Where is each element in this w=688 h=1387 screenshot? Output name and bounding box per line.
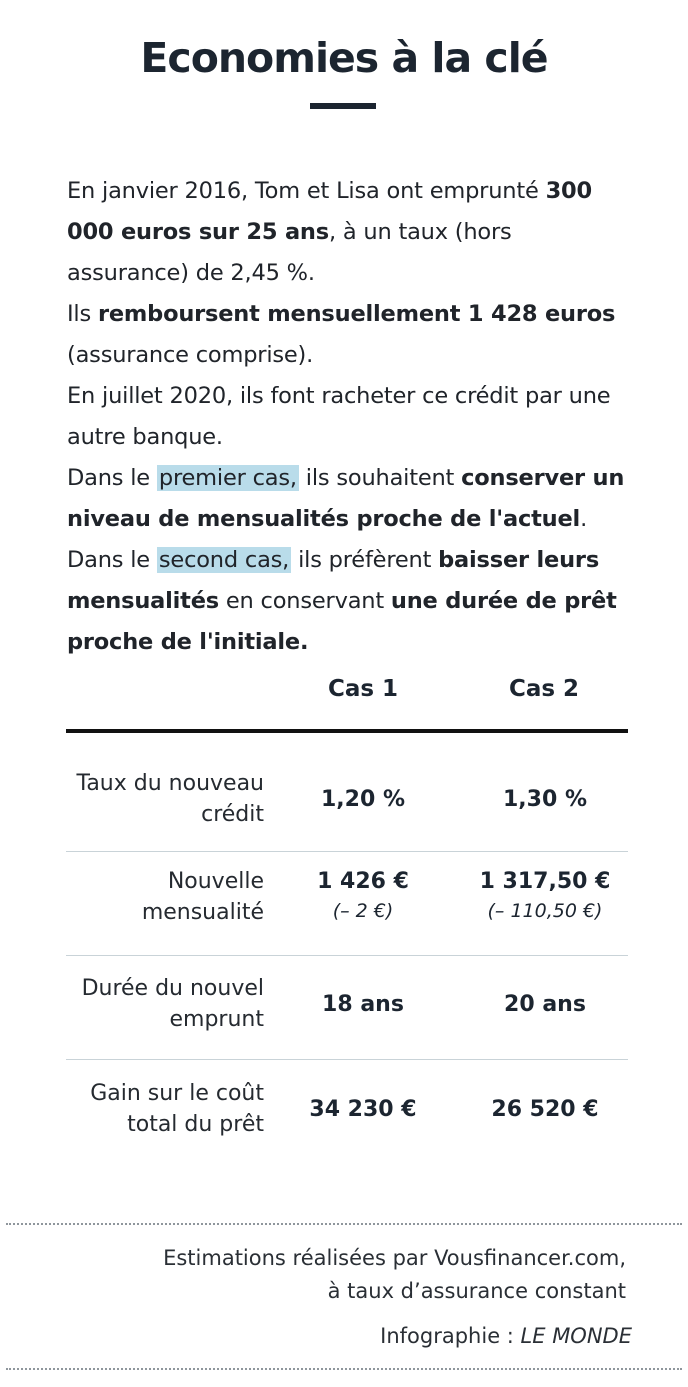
row-value-cas-2: 20 ans	[504, 992, 586, 1017]
credit-prefix: Infographie :	[380, 1324, 521, 1348]
row-value-cas-2: 26 520 €	[491, 1097, 599, 1122]
intro-text: Dans le	[67, 547, 157, 573]
intro-bold: 300 000 euros sur 25 ans	[67, 178, 592, 245]
intro-text: En juillet 2020, ils font racheter ce crédit par une autre banque.	[67, 383, 611, 450]
row-divider	[66, 851, 628, 852]
row-divider	[66, 1059, 628, 1060]
highlight-second-case: second cas,	[158, 547, 290, 573]
monthly-difference: (– 2 €)	[332, 900, 394, 922]
table-header-rule	[66, 729, 628, 733]
row-label	[66, 973, 264, 1035]
row-label-line: Nouvelle	[167, 869, 264, 894]
intro-bold: une durée de prêt proche de l'initiale.	[67, 588, 617, 655]
row-value-cas-1	[288, 866, 438, 925]
row-value-cas-1: 1,20 %	[321, 787, 405, 812]
intro-text: En janvier 2016, Tom et Lisa ont emprunté	[67, 178, 546, 204]
monthly-difference: (– 110,50 €)	[487, 900, 603, 922]
intro-text: ils préfèrent	[291, 547, 439, 573]
title-underline	[310, 103, 376, 109]
row-label-line: total du prêt	[127, 1112, 264, 1137]
row-label-line: crédit	[201, 802, 264, 827]
row-label-line: Taux du nouveau	[76, 771, 264, 796]
credit-source: LE MONDE	[520, 1324, 632, 1348]
intro-text: (assurance comprise).	[67, 342, 314, 368]
row-value-cas-2	[470, 866, 620, 925]
column-header-cas-1: Cas 1	[327, 676, 399, 702]
row-value-cas-2: 1,30 %	[503, 787, 587, 812]
intro-text: .	[580, 506, 588, 532]
highlight-first-case: premier cas,	[158, 465, 297, 491]
footnote-line: Estimations réalisées par Vousfinancer.com,	[163, 1246, 626, 1270]
table-row	[66, 973, 628, 1043]
row-label-line: mensualité	[141, 900, 264, 925]
row-divider	[66, 955, 628, 956]
row-label	[66, 1078, 264, 1140]
row-label-line: Gain sur le coût	[90, 1081, 264, 1106]
table-row	[66, 1078, 628, 1148]
intro-text: Ils	[67, 301, 98, 327]
intro-text: Dans le	[67, 465, 157, 491]
intro-bold: baisser leurs mensualités	[67, 547, 600, 614]
intro-text: ils souhaitent	[298, 465, 462, 491]
page-title: Economies à la clé	[140, 34, 548, 82]
table-row	[66, 768, 628, 838]
source-footnote	[163, 1242, 626, 1308]
row-value-cas-1: 18 ans	[322, 992, 404, 1017]
table-row	[66, 866, 628, 936]
column-header-cas-2: Cas 2	[508, 676, 580, 702]
row-label	[66, 866, 264, 928]
monthly-amount: 1 317,50 €	[479, 869, 611, 894]
intro-bold: conserver un niveau de mensualités proche de l'actuel	[67, 465, 625, 532]
footnote-line: à taux d’assurance constant	[327, 1279, 626, 1303]
intro-text: en conservant	[218, 588, 391, 614]
intro-paragraph	[67, 171, 627, 663]
monthly-amount: 1 426 €	[317, 869, 409, 894]
intro-text: , à un taux (hors assurance) de 2,45 %.	[67, 219, 512, 286]
row-label	[66, 768, 264, 830]
row-label-line: Durée du nouvel	[81, 976, 264, 1001]
intro-bold: remboursent mensuellement 1 428 euros	[97, 301, 616, 327]
dotted-divider-top	[6, 1223, 682, 1225]
infographic-credit	[380, 1324, 632, 1348]
row-value-cas-1: 34 230 €	[309, 1097, 417, 1122]
dotted-divider-bottom	[6, 1368, 682, 1370]
row-label-line: emprunt	[169, 1007, 264, 1032]
